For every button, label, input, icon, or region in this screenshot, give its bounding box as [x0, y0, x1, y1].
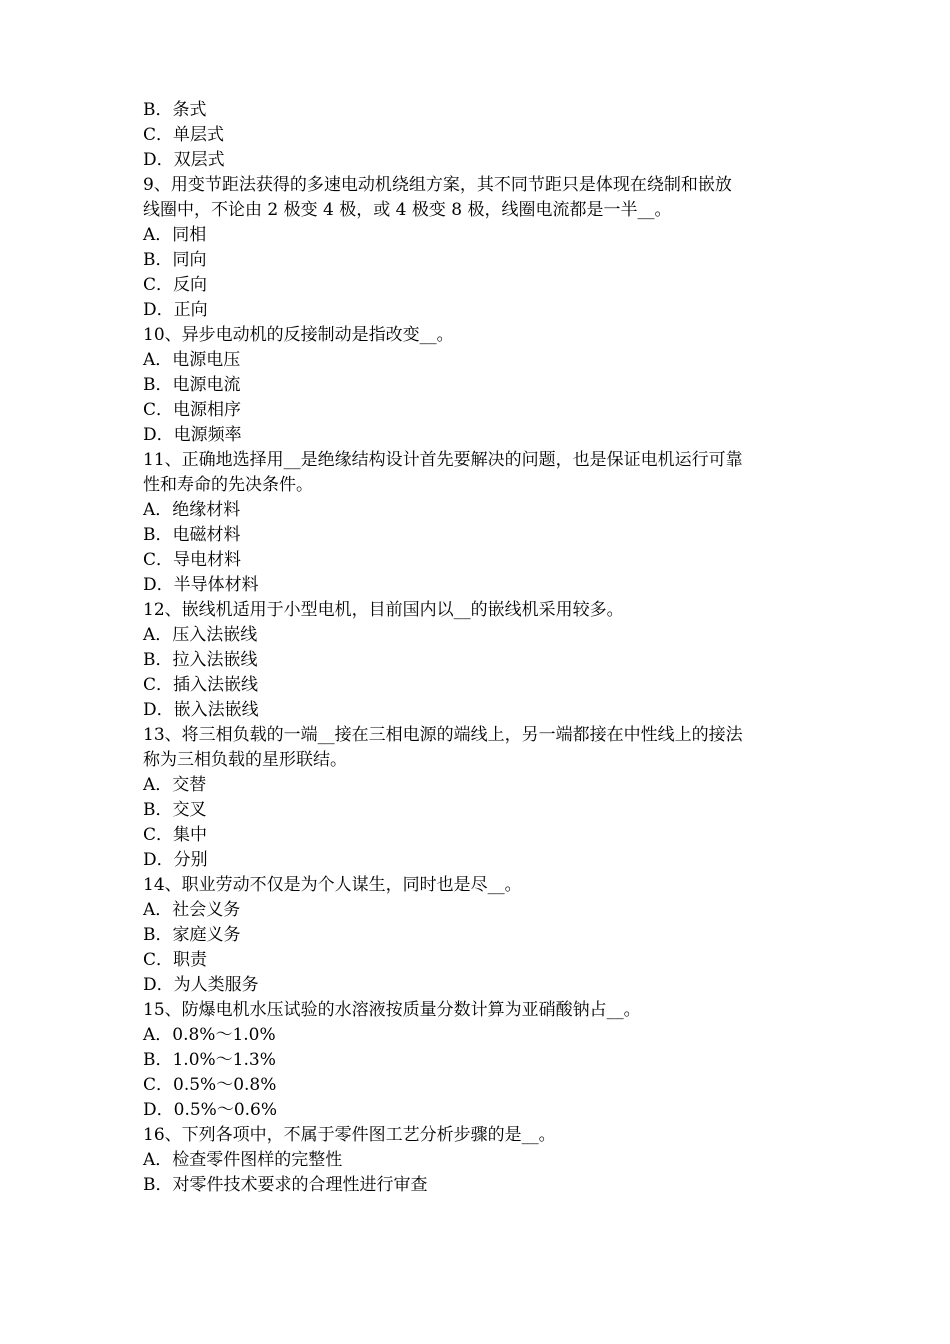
question-text: 14、职业劳动不仅是为个人谋生，同时也是尽__。: [143, 875, 522, 895]
option-text: D．正向: [143, 300, 208, 320]
question-text-continued: 线圈中，不论由 2 极变 4 极，或 4 极变 8 极，线圈电流都是一半__。: [143, 200, 672, 220]
question-text: 16、下列各项中，不属于零件图工艺分析步骤的是__。: [143, 1125, 556, 1145]
option-text: A．0.8%～1.0%: [143, 1025, 276, 1045]
option-text: A．同相: [143, 225, 207, 245]
option-text: C．0.5%～0.8%: [143, 1075, 277, 1095]
question-text-continued: 称为三相负载的星形联结。: [143, 750, 347, 770]
question-text: 11、正确地选择用__是绝缘结构设计首先要解决的问题，也是保证电机运行可靠: [143, 450, 743, 470]
question-text: 10、异步电动机的反接制动是指改变__。: [143, 325, 454, 345]
option-text: A．检查零件图样的完整性: [143, 1150, 343, 1170]
option-text: A．绝缘材料: [143, 500, 241, 520]
option-text: D．半导体材料: [143, 575, 259, 595]
option-text: A．压入法嵌线: [143, 625, 258, 645]
question-text: 15、防爆电机水压试验的水溶液按质量分数计算为亚硝酸钠占__。: [143, 1000, 641, 1020]
option-text: B．家庭义务: [143, 925, 241, 945]
option-text: A．电源电压: [143, 350, 241, 370]
question-text: 13、将三相负载的一端__接在三相电源的端线上，另一端都接在中性线上的接法: [143, 725, 743, 745]
option-text: C．职责: [143, 950, 208, 970]
option-text: C．单层式: [143, 125, 225, 145]
option-text: A．交替: [143, 775, 207, 795]
question-text-continued: 性和寿命的先决条件。: [143, 475, 313, 495]
option-text: D．双层式: [143, 150, 225, 170]
option-text: A．社会义务: [143, 900, 241, 920]
option-text: B．电磁材料: [143, 525, 241, 545]
option-text: B．交叉: [143, 800, 207, 820]
option-text: B．对零件技术要求的合理性进行审查: [143, 1175, 428, 1195]
option-text: C．导电材料: [143, 550, 242, 570]
option-text: D．分别: [143, 850, 208, 870]
option-text: B．电源电流: [143, 375, 241, 395]
option-text: C．插入法嵌线: [143, 675, 259, 695]
option-text: B．拉入法嵌线: [143, 650, 258, 670]
option-text: B．1.0%～1.3%: [143, 1050, 276, 1070]
option-text: D．嵌入法嵌线: [143, 700, 259, 720]
option-text: D．为人类服务: [143, 975, 259, 995]
option-text: C．反向: [143, 275, 208, 295]
option-text: C．集中: [143, 825, 208, 845]
option-text: B．条式: [143, 100, 207, 120]
option-text: D．0.5%～0.6%: [143, 1100, 278, 1120]
question-text: 9、用变节距法获得的多速电动机绕组方案，其不同节距只是体现在绕制和嵌放: [143, 175, 732, 195]
document-page: [143, 98, 813, 1198]
option-text: B．同向: [143, 250, 207, 270]
question-text: 12、嵌线机适用于小型电机，目前国内以__的嵌线机采用较多。: [143, 600, 624, 620]
option-text: D．电源频率: [143, 425, 242, 445]
option-text: C．电源相序: [143, 400, 242, 420]
